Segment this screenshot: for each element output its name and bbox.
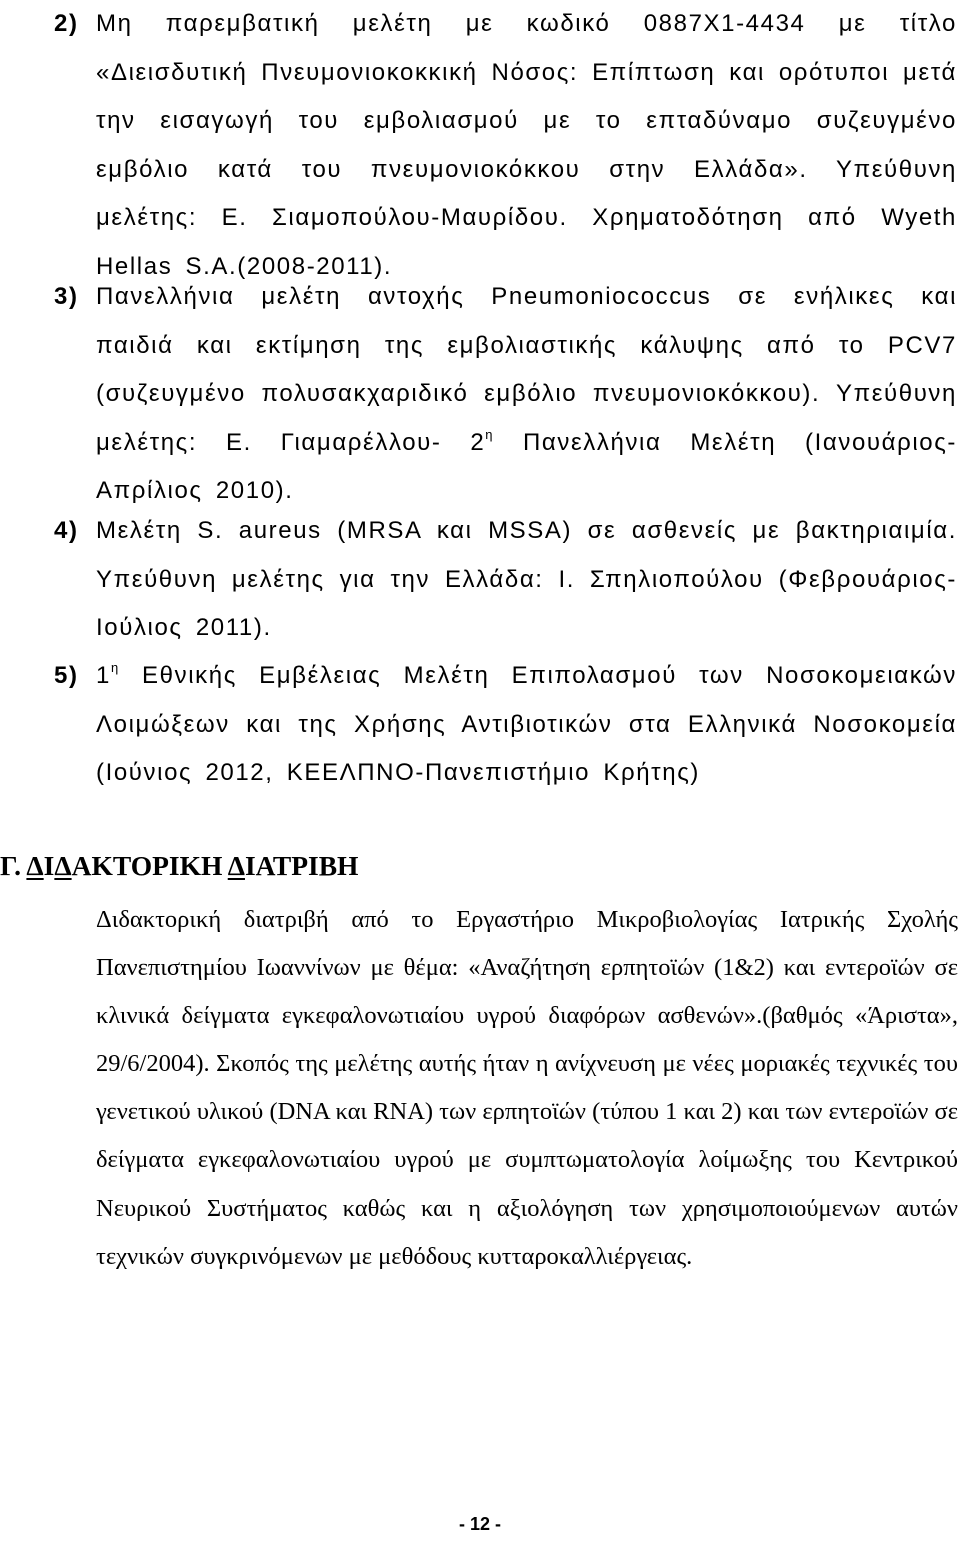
page-number: - 12 - xyxy=(458,1514,501,1534)
list-item xyxy=(54,507,957,653)
list-item xyxy=(54,273,957,516)
item-number: 5) xyxy=(54,662,79,689)
superscript: η xyxy=(110,660,120,675)
thesis-paragraph: Διδακτορική διατριβή από το Εργαστήριο Μικροβιολογίας Ιατρικής Σχολής Πανεπιστημίου Ιωαννίνων με θέμα: «Αναζήτηση ερπητοϊών (1&2) και εντεροϊών σε κλινικά δείγματα εγκεφαλονωτιαίου υγρού διαφόρων ασθενών».(βαθμός «Άριστα», 29/6/2004). Σκοπός της μελέτης αυτής ήταν η ανίχνευση με νέες μοριακές τεχνικές του γενετικού υλικού (DNA και RNA) των ερπητοϊών (τύπου 1 και 2) και των εντεροϊών σε δείγματα εγκεφαλονωτιαίου υγρού με συμπτωματολογία λοίμωξης του Κεντρικού Νευρικού Συστήματος καθώς και η αξιολόγηση των χρησιμοποιούμενων αυτών τεχνικών συγκρινόμενων με μεθόδους κυτταροκαλλιέργειας. xyxy=(96,906,958,1270)
superscript: η xyxy=(485,426,495,442)
item-text: Μη παρεμβατική μελέτη με κωδικό 0887Χ1-4434 με τίτλο «Διεισδυτική Πνευμονιοκοκκική Νόσος: Επίπτωση και ορότυποι μετά την εισαγωγή του εμβολιασμού με το επταδύναμο συζευγμένο εμβόλιο κατά του πνευμονιοκόκκου στην Ελλάδα». Υπεύθυνη μελέτης: Ε. Σιαμοπούλου-Μαυρίδου. Χρηματοδότηση από Wyeth Hellas S.A.(2008-2011). xyxy=(96,10,957,280)
item-text: $1^\eta$ Εθνικής Εμβέλειας Μελέτη Επιπολασμού των Νοσοκομειακών Λοιμώξεων και της Χρήσης Αντιβιοτικών στα Ελληνικά Νοσοκομεία (Ιούνιος 2012, ΚΕΕΛΠΝΟ-Πανεπιστήμιο Κρήτης) xyxy=(96,660,957,786)
item-text: Πανελλήνια μελέτη αντοχής Pneumoniococcus σε ενήλικες και παιδιά και εκτίμηση της εμβολιαστικής κάλυψης από το PCV7 (συζευγμένο πολυσακχαριδικό εμβόλιο πνευμονιοκόκκου). Υπεύθυνη μελέτης: Ε. Γιαμαρέλλου- $2^\eta$ Πανελλήνια Μελέτη (Ιανουάριος-Απρίλιος 2010). xyxy=(96,283,957,504)
item-text: Μελέτη S. aureus (MRSA και MSSA) σε ασθενείς με βακτηριαιμία. Υπεύθυνη μελέτης για την Ελλάδα: Ι. Σπηλιοπούλου (Φεβρουάριος-Ιούλιος 2011). xyxy=(96,517,957,641)
section-heading: Γ. ΔΙΔΑΚΤΟΡΙΚΗ ΔΙΑΤΡΙΒΗ xyxy=(0,850,359,881)
item-number: 4) xyxy=(54,517,79,544)
item-number: 3) xyxy=(54,283,79,310)
item-number: 2) xyxy=(54,10,79,37)
list-item xyxy=(54,652,957,798)
list-item xyxy=(54,0,957,291)
